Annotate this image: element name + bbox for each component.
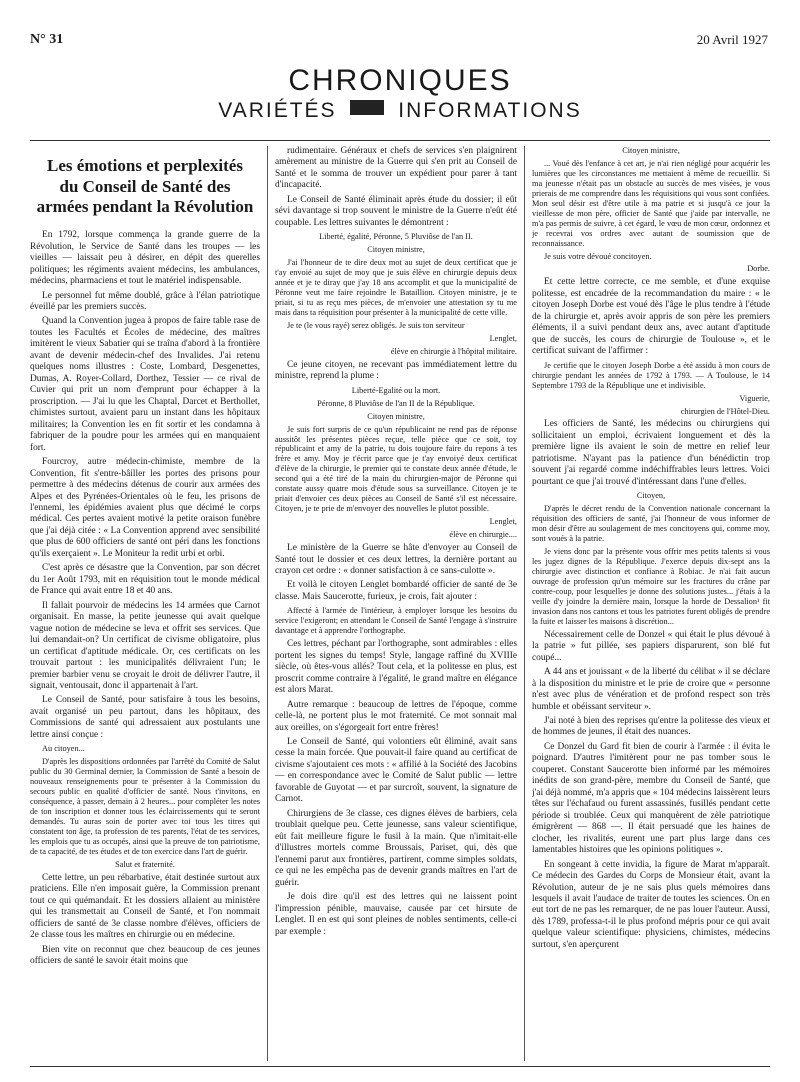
footer-rule [30, 1066, 770, 1067]
letter-signature: Viguerie, [739, 393, 770, 403]
paragraph: rudimentaire. Généraux et chefs de services s'en plaignirent amèrement au ministre de la Guerre qui s'en prit au Conseil de Santé et le somma de trouver un expédient pour parer à tant d'incapacité. [275, 146, 517, 191]
letter-salutation: Au citoyen... [42, 744, 85, 754]
letter-body: J'ai l'honneur de te dire deux mot au sujet de deux certificat que je t'ay envoié au sujet de moy que je suis élève en chirurgie depuis deux année et je te diray que j'ay 18 ans accomplit et que la municipalité de Péronne veut me faire rejoindre le Bataillion. Citoyen ministre, je te priait, si tu as reçu mes pièces, de m'envoier une attestation sy tu me mais dans ta réquisition pour présenter à la municipalité de cette ville. [275, 258, 517, 317]
paragraph: Autre remarque : beaucoup de lettres de l'époque, comme celle-là, ne portent plus le mot fraternité. Ce mot sonnait mal aux oreilles, on s'égorgeait fort entre frères! [275, 699, 517, 733]
letter-dateline: Liberté-Egalité ou la mort. [351, 385, 441, 395]
page-number: N° 31 [30, 32, 64, 47]
letter-signature: Lenglet, [489, 333, 517, 343]
letter-closing: Salut et fraternité. [115, 859, 175, 869]
paragraph: Le Conseil de Santé, qui volontiers eût éliminé, avait sans cesse la main forcée. Que pouvait-il faire quand au certificat de civisme s'ajoutaient ces mots : « affilié à la Société des Jacobins — en correspondance avec le Comité de Salut public — lettre favorable de Guyotat — et par surcroît, souvent, la signature de Carnot. [275, 737, 517, 805]
paragraph: Je dois dire qu'il est des lettres qui ne laissent point l'impression pénible, mauvaise, causée par cet hirsute de Lenglet. Il en est qui sont pleines de nobles sentiments, celle-ci par exemple : [275, 892, 517, 937]
paragraph: Les officiers de Santé, les médecins ou chirurgiens qui sollicitaient un emploi, écrivaient longuement et dès la première ligne ils avaient le soin de mettre en relief leur patriotisme. N'ayant pas la patience d'un bénédictin trop souvent j'ai regardé comme indéchiffrables leurs lettres. Voici pourtant ce que j'ai trouvé d'intéressant dans l'une d'elles. [532, 419, 770, 487]
letter-signature-title: élève en chirurgie à l'hôpital militaire. [390, 346, 517, 356]
letter-salutation: Citoyen ministre, [622, 146, 680, 155]
letter-dateline: Péronne, 8 Pluviôse de l'an II de la République. [317, 398, 475, 408]
masthead-left: VARIÉTÉS [218, 99, 337, 122]
letter-body: Je viens donc par la présente vous offrir mes petits talents si vous les jugez dignes de la République. J'exerce depuis dix-sept ans la chirurgie avec distinction et confiance à Robiac. Je n'ai fait aucun ouvrage de profession qu'un mémoire sur les fractures du crâne par contre-coup, pour lesquelles je donne des solutions justes... j'étais à la veille d'y joindre la dernière main, lorsque la horde de Dessalion¹ fit invasion dans nos cantons et tous les patriotes furent obligés de prendre la fuite et laisser les maisons à discrétion... [532, 547, 770, 626]
letter-body: D'après le décret rendu de la Convention nationale concernant la réquisition des officiers de santé, j'ai l'honneur de vous informer de mon désir d'être au soulagement de mes concitoyens qui, comme moy, sont voués à la patrie. [532, 504, 770, 544]
paragraph: Le Conseil de Santé éliminait après étude du dossier; il eût sévi davantage si trop souvent le ministre de la Guerre n'eût été coupable. Les lettres suivantes le démontrent : [275, 194, 517, 228]
paragraph: C'est après ce désastre que la Convention, par son décret du 1er Août 1793, mit en réquisition tout le monde médical de France qui avait entre 18 et 40 ans. [30, 563, 260, 597]
column-divider [267, 146, 268, 1061]
letter-salutation: Citoyen, [636, 491, 666, 501]
issue-date: 20 Avril 1927 [696, 32, 768, 47]
paragraph: Le ministère de la Guerre se hâte d'envoyer au Conseil de Santé tout le dossier et ces deux lettres, la dernière portant au crayon cet ordre : « donner satisfaction à ce sans-culotte ». [275, 543, 517, 576]
letter-body: ... Voué dès l'enfance à cet art, je n'ai rien négligé pour acquérir les lumières que les circonstances me mettaient à même de recueillir. Si ma jeunesse n'était pas un obstacle au succès de mes visées, je vous prierais de me comprendre dans les réquisitions qui vous sont confiées. Mon seul désir est d'être utile à ma patrie et si jusqu'à ce jour la vieillesse de mon père, officier de Santé que j'aide par intervalle, ne m'a pas permis de suivre, à cet égard, le vœu de mon cœur, ordonnez et je recevrai vos ordres avec autant de soumission que de reconnaissance. [532, 158, 770, 248]
letter-signature: Lenglet, [489, 517, 517, 527]
paragraph: Bien vite on reconnut que chez beaucoup de ces jeunes officiers de santé le savoir était moins que [30, 944, 260, 967]
column-1 [30, 146, 260, 1061]
masthead-title: CHRONIQUES [288, 64, 512, 97]
masthead [0, 66, 800, 121]
letter-body: D'après les dispositions ordonnées par l'arrêté du Comité de Salut public du 30 Germinal dernier, la Commission de Santé a besoin de nouveaux renseignements pour te présenter à la Commission du secours public en qualité d'officier de santé. Nous t'invitons, en conséquence, à passer, demain à 2 heures... pour compléter les notes de ton inscription et donner tous les éclaircissements qui te seront demandés. Tu auras soin de porter avec toi tous les titres qui constatent ton âge, ta profession de tes parents, l'état de tes services, les emplois que tu as occupés, ainsi que la preuve de ton patriotisme, de ta capacité, de tes études et de ton exercice dans l'art de guérir. [30, 757, 260, 856]
paragraph: Nécessairement celle de Donzel « qui était le plus dévoué à la patrie » fut pillée, ses papiers disparurent, son blé fut coupé... [532, 629, 770, 663]
column-2 [275, 146, 517, 1061]
paragraph: Ce jeune citoyen, ne recevant pas immédiatement lettre du ministre, reprend la plume : [275, 359, 517, 382]
annotation: Affecté à l'armée de l'intérieur, à employer lorsque les besoins du service l'exigeront; en attendant le Conseil de Santé l'engage à s'instruire davantage et à apprendre l'orthographe. [275, 606, 517, 636]
column-divider [524, 146, 525, 1061]
paragraph: Cette lettre, un peu rébarbative, était destinée surtout aux praticiens. Elle n'en imposait guère, la Commission prenant tout ce qui quémandait. Et les dossiers allaient au ministère qui les transmettait au Conseil de Santé, et l'on nommait officiers de santé de 3e classe nombre d'élèves, officiers de 2e classe tous les maîtres en chirurgie ou en médecine. [30, 872, 260, 941]
paragraph: A 44 ans et jouissant « de la liberté du célibat » il se déclare à la disposition du ministre et le prie de croire que « personne n'est avec plus de vénération et de profond respect son très humble et obéissant serviteur ». [532, 667, 770, 712]
letter-signature-title: chirurgien de l'Hôtel-Dieu. [680, 406, 770, 416]
letter-signature: Dorbe. [747, 264, 770, 274]
paragraph: Et cette lettre correcte, ce me semble, et d'une exquise politesse, est encadrée de la recommandation du maire : « le citoyen Joseph Dorbe est voué dès l'âge le plus tendre à l'étude de la chirurgie et, après avoir appris de son père les premiers éléments, il a suivi pendant deux ans, avec autant d'aptitude que de succès, les cours de chirurgie de Toulouse », et le certificat suivant de l'affirmer : [532, 277, 770, 357]
paragraph: Fourcroy, autre médecin-chimiste, membre de la Convention, fit s'entre-bâiller les portes des prisons pour permettre à des médecins détenus de courir aux armées des Alpes et des Pyrénées-Orientales où le feu, les prisons de l'ennemi, les épidémies avaient plus que décimé le corps médical. Ces pertes avaient motivé la petite oraison funèbre que j'ai déjà citée : « La Convention apprend avec sensibilité que plus de 600 officiers de santé ont péri dans les fonctions qu'ils exerçaient ». Le Moniteur la redit urbi et orbi. [30, 457, 260, 559]
paragraph: Ce Donzel du Gard fit bien de courir à l'armée : il évita le poignard. D'autres l'imitèrent pour ne pas tomber sous le couperet. Constant Saucerotte bien informé par les mémoires inédits de son grand-père, membre du Conseil de Santé, que j'ai déjà nommé, m'a appris que « 104 médecins laissèrent leurs têtes sur l'échafaud ou furent assassinés, fusillés pendant cette période si troublée. Ceux qui manquèrent de zèle patriotique émigrèrent — 868 —. Il était persuadé que les haines de clocher, les rivalités, eurent une part plus large dans ces lamentables histoires que les opinions politiques ». [532, 741, 770, 856]
paragraph: Le Conseil de Santé, pour satisfaire à tous les besoins, avait organisé un peu partout, dans les hôpitaux, des Commissions de santé qui adressaient aux postulants une lettre ainsi conçue : [30, 695, 260, 740]
letter-signature-title: élève en chirurgie.... [449, 530, 517, 540]
header-rule [30, 140, 770, 141]
paragraph: En 1792, lorsque commença la grande guerre de la Révolution, le Service de Santé dans les troupes — les vieilles — laissait peu à désirer, en dépit des querelles politiques; les régiments avaient médecins, les ambulances, médecins, pharmaciens et tout le matériel indispensable. [30, 230, 260, 287]
letter-body: Je suis fort surpris de ce qu'un républicaint ne rend pas de réponse aussitôt les présentes pièces reçue, telle pièce que ce soit, toy républicaint et amy de la patrie, tu dois toujoure faire du repons à tes frère et amy. Moy je t'écrit parce que je t'ay envoiyé deux certificat d'élève de la chirurgie, le premier qui te constate deux année d'étude, le second qui a été tiré de la main du chirurgien-major de Péronne qui constate aussy quatre mois d'étude sous sa surveillance. Citoyen je te priait d'envoier ces deux pièces au Conseil de Santé s'il est nécessaire. Citoyen, je te prie de m'envoyer des nouvelles le plutot possible. [275, 424, 517, 514]
article-headline: Les émotions et perplexités du Conseil de Santé des armées pendant la Révolution [36, 156, 254, 217]
paragraph: Et voilà le citoyen Lenglet bombardé officier de santé de 3e classe. Mais Saucerotte, furieux, je crois, fait ajouter : [275, 580, 517, 602]
letter-closing: Je te (le vous rayé) serez obligés. Je suis ton serviteur [287, 320, 465, 330]
certificate-text: Je certifie que le citoyen Joseph Dorbe a été assidu à mon cours de chirurgie pendant les années de 1792 à 1793. — A Toulouse, le 14 Septembre 1793 de la République une et indivisible. [532, 360, 770, 390]
column-3 [532, 146, 770, 1061]
masthead-subtitle [0, 100, 800, 121]
paragraph: Il fallait pourvoir de médecins les 14 armées que Carnot organisait. En masse, la petite jeunesse qui avait quelque vague notion de médecine se leva et offrit ses services. Que lui demandait-on? Un certificat de civisme obligatoire, plus un certificat d'aptitude médicale. Or, ces certificats on les trouvait partout : les municipalités délivraient l'un; le premier barbier venu se croyait le droit de délivrer l'autre, il signait, ventousait, donc il appartenait à l'art. [30, 600, 260, 692]
paragraph: En songeant à cette invidia, la figure de Marat m'apparaît. Ce médecin des Gardes du Corps de Monsieur était, avant la Révolution, auteur de je ne sais plus quels mémoires dans lesquels il avait l'audace de traiter de toutes les sciences. On en eut tort de ne pas les remarquer, de ne pas louer l'auteur. Aussi, dès 1789, professa-t-il le plus profond mépris pour ce qui avait quelque valeur scientifique: physiciens, chimistes, médecins surtout, s'en aperçurent [532, 859, 770, 950]
letter-salutation: Citoyen ministre, [367, 411, 425, 421]
paragraph: Ces lettres, péchant par l'orthographe, sont admirables : elles portent les signes du temps! Style, langage raffiné du XVIIIe siècle, où êtes-vous allés? Tout cela, et la politesse en plus, est proscrit comme contraire à l'égalité, le grand maître en élégance est alors Marat. [275, 639, 517, 696]
letter-closing: Je suis votre dévoué concitoyen. [544, 251, 652, 261]
letter-dateline: Liberté, égalité, Péronne, 5 Pluviôse de l'an II. [319, 232, 473, 242]
paragraph: Le personnel fut même doublé, grâce à l'élan patriotique éveillé par les premiers succès. [30, 290, 260, 313]
masthead-right: INFORMATIONS [398, 99, 582, 122]
masthead-ornament-icon [350, 100, 384, 115]
paragraph: Chirurgiens de 3e classe, ces dignes élèves de barbiers, cela troublait quelque peu. Cette jeunesse, sans valeur scientifique, eût fait meilleure figure le fusil à la main. Que n'imitait-elle d'illustres mortels comme Broussais, Pariset, qui, dès que l'ennemi parut aux frontières, partirent, comme simples soldats, ce qui ne les empêcha pas de devenir grands maîtres en l'art de guérir. [275, 808, 517, 888]
paragraph: Quand la Convention jugea à propos de faire table rase de toutes les Facultés et Écoles de médecine, des maîtres imitèrent le vieux Sabatier qui se traîna d'abord à la frontière avant de devenir médecin-chef des Invalides. J'ai retenu quelques noms illustres : Coste, Lombard, Desgenettes, Dumas, A. Royer-Collard, Dorthez, Tessier — ce rival de Cuvier qui prit un nom d'emprunt pour échapper à la proscription. — J'ai lu que les Chaptal, Darcet et Berthollet, chimistes surtout, avaient paru un instant dans les hôpitaux militaires; la Convention les en fit sortir et les condamna à fabriquer de la poudre pour les armées qui en manquaient fort. [30, 316, 260, 453]
paragraph: J'ai noté à bien des reprises qu'entre la politesse des vieux et de hommes de jeunes, il était des nuances. [532, 715, 770, 738]
letter-salutation: Citoyen ministre, [367, 245, 425, 255]
